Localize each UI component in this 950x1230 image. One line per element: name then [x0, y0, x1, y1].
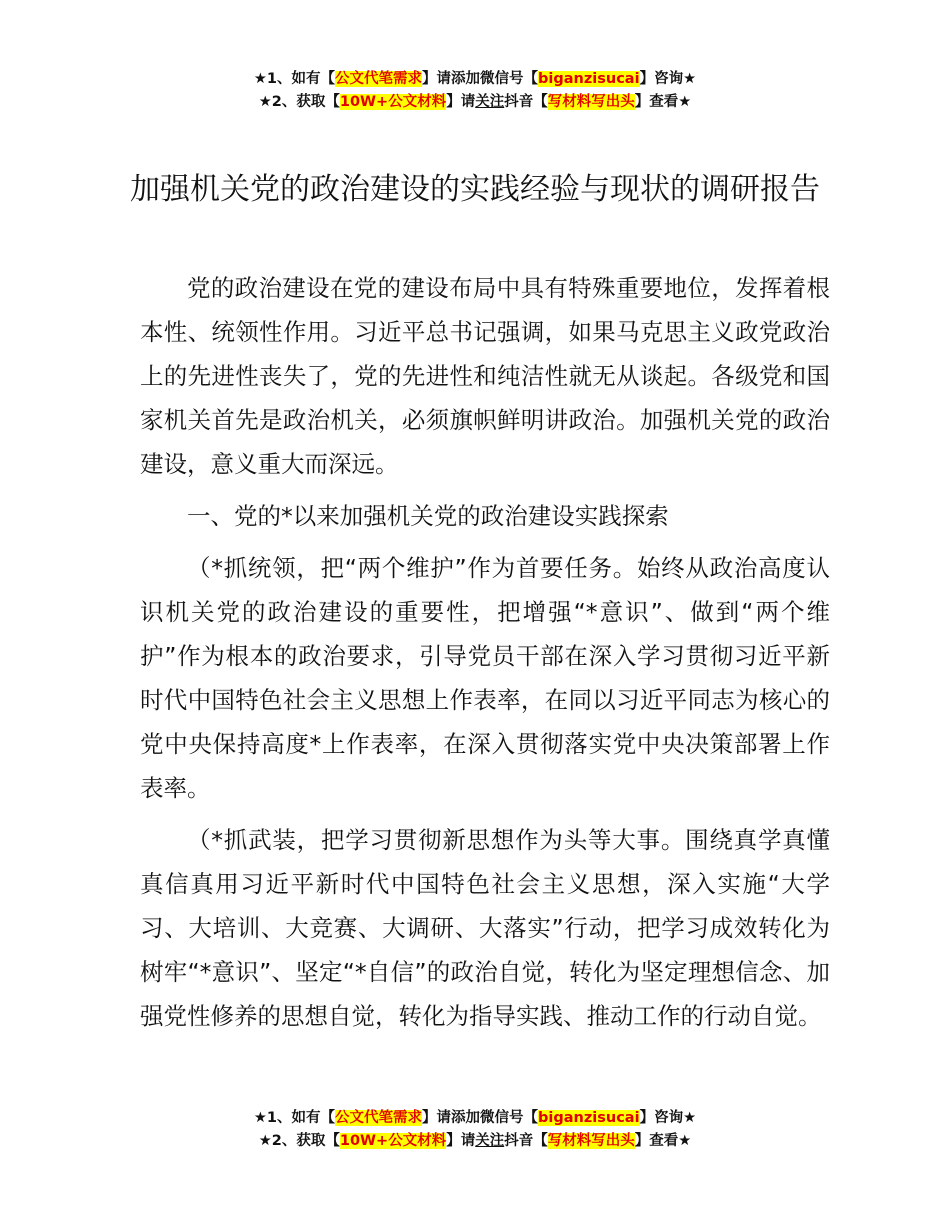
banner-text: 抖音【 — [504, 1133, 548, 1149]
banner-text: 】咨询★ — [639, 1110, 697, 1126]
banner-highlight: 10W+公文材料 — [339, 94, 447, 110]
banner-text: 】查看★ — [634, 1133, 692, 1149]
banner-text: 】查看★ — [634, 94, 692, 110]
section-heading: 一、党的*以来加强机关党的政治建设实践探索 — [187, 502, 669, 530]
banner-text: ★1、如有【 — [253, 1110, 336, 1126]
banner-highlight: 10W+公文材料 — [339, 1133, 447, 1149]
banner-highlight: 公文代笔需求 — [335, 71, 423, 87]
banner-highlight: 公文代笔需求 — [335, 1110, 423, 1126]
banner-text: 】请 — [446, 1133, 476, 1149]
banner-text: 抖音【 — [504, 94, 548, 110]
banner-text: ★1、如有【 — [253, 71, 336, 87]
banner-highlight: 写材料写出头 — [547, 1133, 635, 1149]
banner-line-1 — [0, 68, 950, 91]
banner-line-1 — [0, 1107, 950, 1130]
banner-text: 】请 — [446, 94, 476, 110]
banner-text: ★2、获取【 — [258, 94, 340, 110]
banner-text: 】请添加微信号【 — [422, 1110, 539, 1126]
paragraph: 党的政治建设在党的建设布局中具有特殊重要地位，发挥着根本性、统领性作用。习近平总书记强调，如果马克思主义政党政治上的先进性丧失了，党的先进性和纯洁性就无从谈起。各级党和国家机关首先是政治机关，必须旗帜鲜明讲政治。加强机关党的政治建设，意义重大而深远。 — [140, 274, 830, 478]
banner-line-2 — [0, 1130, 950, 1153]
document-title: 加强机关党的政治建设的实践经验与现状的调研报告 — [130, 172, 820, 207]
banner-underlined-text: 关注 — [475, 1133, 505, 1149]
paragraph: （*抓统领，把“两个维护”作为首要任务。始终从政治高度认识机关党的政治建设的重要性，把增强“*意识”、做到“两个维护”作为根本的政治要求，引导党员干部在深入学习贯彻习近平新时代中国特色社会主义思想上作表率，在同以习近平同志为核心的党中央保持高度*上作表率，在深入贯彻落实党中央决策部署上作表率。 — [140, 554, 830, 802]
banner-highlight: biganzisucai — [538, 1110, 640, 1126]
banner-line-2 — [0, 91, 950, 114]
paragraph: （*抓武装，把学习贯彻新思想作为头等大事。围绕真学真懂真信真用习近平新时代中国特色社会主义思想，深入实施“大学习、大培训、大竞赛、大调研、大落实”行动，把学习成效转化为树牢“*意识”、坚定“*自信”的政治自觉，转化为坚定理想信念、加强党性修养的思想自觉，转化为指导实践、推动工作的行动自觉。 — [140, 826, 830, 1030]
banner-text: ★2、获取【 — [258, 1133, 340, 1149]
banner-highlight: biganzisucai — [538, 71, 640, 87]
banner-underlined-text: 关注 — [475, 94, 505, 110]
document-body — [140, 266, 830, 1046]
banner-text: 】咨询★ — [639, 71, 697, 87]
banner-text: 】请添加微信号【 — [422, 71, 539, 87]
footer-banner — [0, 1107, 950, 1153]
header-banner — [0, 68, 950, 114]
banner-highlight: 写材料写出头 — [547, 94, 635, 110]
